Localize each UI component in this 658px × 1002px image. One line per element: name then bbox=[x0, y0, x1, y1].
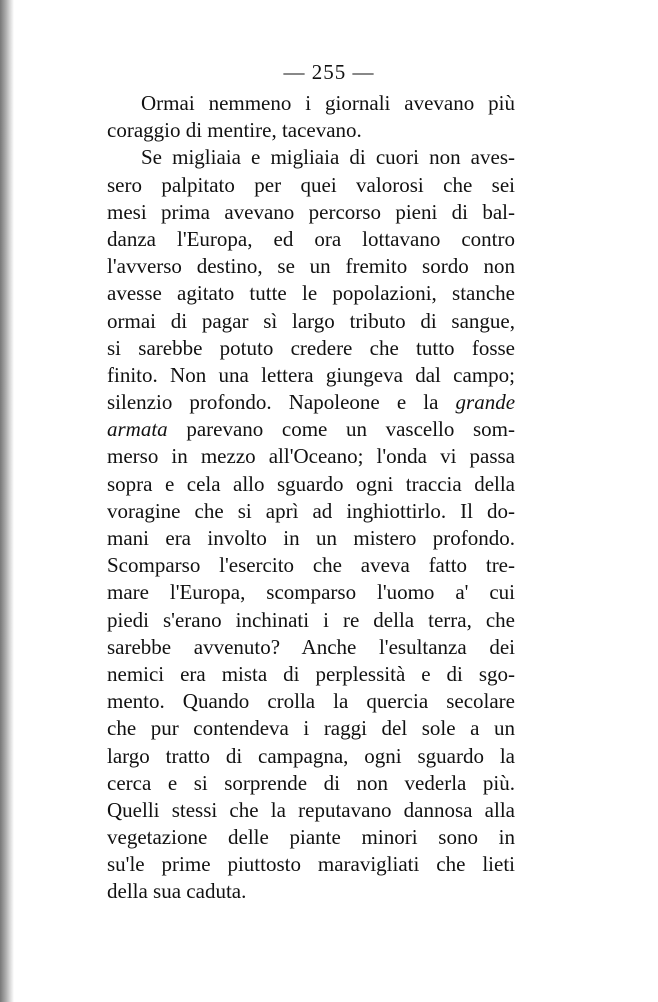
text-line: sero palpitato per quei valorosi che sei bbox=[107, 172, 515, 197]
text-line: sopra e cela allo sguardo ogni traccia della bbox=[107, 471, 515, 496]
text-line: Quelli stessi che la reputavano dannosa alla bbox=[107, 797, 515, 822]
text-line: si sarebbe potuto credere che tutto fosse bbox=[107, 335, 515, 360]
text-line: avesse agitato tutte le popolazioni, stanche bbox=[107, 281, 515, 306]
text-line bbox=[107, 389, 515, 416]
text-line: della sua caduta. bbox=[107, 879, 247, 904]
text-line: l'avverso destino, se un fremito sordo non bbox=[107, 254, 515, 279]
text-line: Scomparso l'esercito che aveva fatto tre- bbox=[107, 553, 515, 578]
text-line: piedi s'erano inchinati i re della terra, che bbox=[107, 607, 515, 632]
text-line: sarebbe avvenuto? Anche l'esultanza dei bbox=[107, 634, 515, 659]
text-line: Se migliaia e migliaia di cuori non aves- bbox=[141, 145, 515, 170]
italic-word: armata bbox=[107, 417, 168, 442]
text-line: mare l'Europa, scomparso l'uomo a' cui bbox=[107, 580, 515, 605]
body-text bbox=[107, 90, 515, 906]
text-line: Ormai nemmeno i giornali avevano più bbox=[141, 91, 515, 115]
text-line: che pur contendeva i raggi del sole a un bbox=[107, 716, 515, 741]
text-line: danza l'Europa, ed ora lottavano contro bbox=[107, 226, 515, 251]
text-segment: silenzio profondo. Napoleone e la bbox=[107, 390, 439, 415]
text-line: finito. Non una lettera giungeva dal campo; bbox=[107, 362, 515, 387]
text-line: nemici era mista di perplessità e di sgo- bbox=[107, 661, 515, 686]
text-line: voragine che si aprì ad inghiottirlo. Il do- bbox=[107, 498, 515, 523]
text-line: su'le prime piuttosto maravigliati che lieti bbox=[107, 852, 515, 877]
text-line: largo tratto di campagna, ogni sguardo la bbox=[107, 743, 515, 768]
text-line bbox=[107, 416, 515, 443]
text-line: mento. Quando crolla la quercia secolare bbox=[107, 689, 515, 714]
text-line: coraggio di mentire, tacevano. bbox=[107, 118, 362, 143]
page-number: — 255 — bbox=[283, 60, 375, 84]
text-line: mesi prima avevano percorso pieni di bal- bbox=[107, 199, 515, 224]
text-line: cerca e si sorprende di non vederla più. bbox=[107, 770, 515, 795]
text-line: vegetazione delle piante minori sono in bbox=[107, 825, 515, 850]
text-line: merso in mezzo all'Oceano; l'onda vi passa bbox=[107, 444, 515, 469]
text-line: ormai di pagar sì largo tributo di sangue, bbox=[107, 308, 515, 333]
text-line: mani era involto in un mistero profondo. bbox=[107, 526, 515, 550]
text-segment: parevano come un vascello som- bbox=[186, 417, 515, 442]
italic-word: grande bbox=[455, 390, 516, 415]
